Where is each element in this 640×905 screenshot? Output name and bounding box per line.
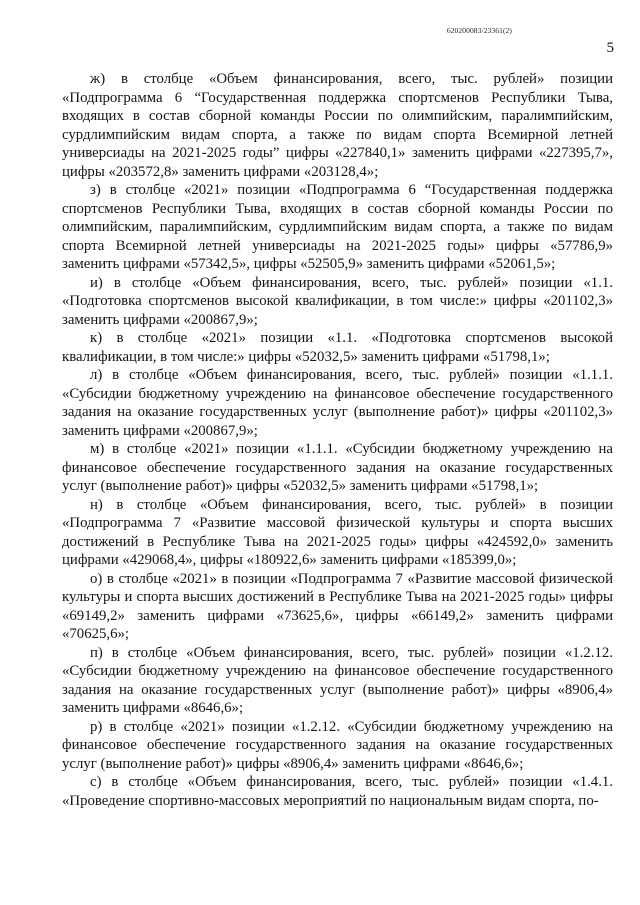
- paragraph-i: и) в столбце «Объем финансирования, всего, тыс. рублей» позиции «1.1. «Подготовка спортсменов высокой квалификации, в том числе:» цифры «201102,3» заменить цифрами «200867,9»;: [62, 274, 613, 328]
- document-body: [62, 70, 613, 810]
- paragraph-r: р) в столбце «2021» позиции «1.2.12. «Субсидии бюджетному учреждению на финансовое обеспечение государственного задания на оказание государственных услуг (выполнение работ)» цифры «8906,4» заменить цифрами «8646,6»;: [62, 718, 613, 772]
- paragraph-z: з) в столбце «2021» позиции «Подпрограмма 6 “Государственная поддержка спортсменов Республики Тыва, входящих в состав сборной команды России по олимпийским, паралимпийским, сурдлимпийским видам спорта, а также по видам спорта Всемирной летней универсиады на 2021-2025 годы» цифры «57786,9» заменить цифрами «57342,5», цифры «52505,9» заменить цифрами «52061,5»;: [62, 182, 613, 272]
- paragraph-o: о) в столбце «2021» в позиции «Подпрограмма 7 «Развитие массовой физической культуры и спорта высших достижений в Республике Тыва на 2021-2025 годы» цифры «69149,2» заменить цифрами «73625,6», цифры «66149,2» заменить цифрами «70625,6»;: [62, 570, 613, 642]
- paragraph-n: н) в столбце «Объем финансирования, всего, тыс. рублей» в позиции «Подпрограмма 7 «Развитие массовой физической культуры и спорта высших достижений в Республике Тыва на 2021-2025 годы» цифры «424592,0» заменить цифрами «429068,4», цифры «180922,6» заменить цифрами «185399,0»;: [62, 496, 613, 568]
- document-id: 620200083/23361(2): [446, 26, 512, 35]
- paragraph-k: к) в столбце «2021» позиции «1.1. «Подготовка спортсменов высокой квалификации, в том числе:» цифры «52032,5» заменить цифрами «51798,1»;: [62, 330, 613, 365]
- paragraph-p: п) в столбце «Объем финансирования, всего, тыс. рублей» позиции «1.2.12. «Субсидии бюджетному учреждению на финансовое обеспечение государственного задания на оказание государственных услуг (выполнение работ)» цифры «8906,4» заменить цифрами «8646,6»;: [62, 644, 613, 716]
- page-number: 5: [606, 40, 614, 56]
- paragraph-m: м) в столбце «2021» позиции «1.1.1. «Субсидии бюджетному учреждению на финансовое обеспечение государственного задания на оказание государственных услуг (выполнение работ)» цифры «52032,5» заменить цифрами «51798,1»;: [62, 441, 613, 494]
- paragraph-zh: ж) в столбце «Объем финансирования, всего, тыс. рублей» позиции «Подпрограмма 6 “Государственная поддержка спортсменов Республики Тыва, входящих в состав сборной команды России по олимпийским, паралимпийским, сурдлимпийским видам спорта, а также по видам спорта Всемирной летней универсиады на 2021-2025 годы” цифры «227840,1» заменить цифрами «227395,7», цифры «203572,8» заменить цифрами «203128,4»;: [62, 71, 613, 180]
- paragraph-s: с) в столбце «Объем финансирования, всего, тыс. рублей» позиции «1.4.1. «Проведение спортивно-массовых мероприятий по национальным видам спорта, по-: [62, 774, 613, 809]
- paragraph-l: л) в столбце «Объем финансирования, всего, тыс. рублей» позиции «1.1.1. «Субсидии бюджетному учреждению на финансовое обеспечение государственного задания на оказание государственных услуг (выполнение работ)» цифры «201102,3» заменить цифрами «200867,9»;: [62, 367, 613, 439]
